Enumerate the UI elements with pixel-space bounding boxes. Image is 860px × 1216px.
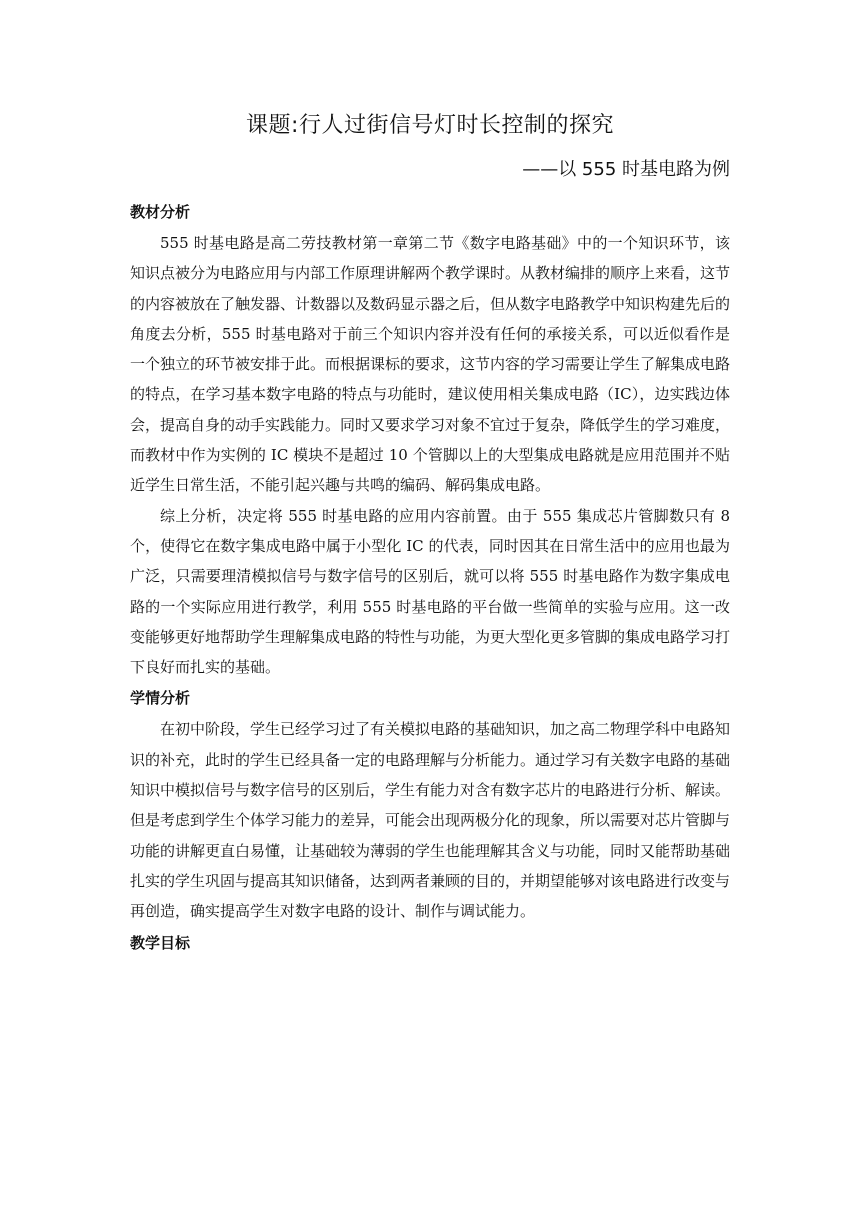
- section-heading: 教材分析: [130, 203, 191, 221]
- section-student-analysis: [130, 682, 730, 926]
- page-title: 课题:行人过街信号灯时长控制的探究: [246, 113, 614, 138]
- section-heading: 学情分析: [130, 689, 191, 708]
- section-textbook-analysis: [130, 196, 730, 682]
- section-heading: 教学目标: [130, 933, 191, 952]
- paragraph: 555 时基电路是高二劳技教材第一章第二节《数字电路基础》中的一个知识环节，该知识点被分为电路应用与内部工作原理讲解两个教学课时。从教材编排的顺序上来看，这节的内容被放在了触发器、计数器以及数码显示器之后，但从数字电路教学中知识构建先后的角度去分析，555 时基电路对于前三个知识内容并没有任何的承接关系，可以近似看作是一个独立的环节被安排于此。而根据课标的要求，这节内容的学习需要让学生了解集成电路的特点，在学习基本数字电路的特点与功能时，建议使用相关集成电路（IC），边实践边体会，提高自身的动手实践能力。同时又要求学习对象不宜过于复杂，降低学生的学习难度，而教材中作为实例的 IC 模块不是超过 10 个管脚以上的大型集成电路就是应用范围并不贴近学生日常生活，不能引起兴趣与共鸣的编码、解码集成电路。: [130, 234, 731, 495]
- paragraph: 在初中阶段，学生已经学习过了有关模拟电路的基础知识，加之高二物理学科中电路知识的补充，此时的学生已经具备一定的电路理解与分析能力。通过学习有关数字电路的基础知识中模拟信号与数字信号的区别后，学生有能力对含有数字芯片的电路进行分析、解读。但是考虑到学生个体学习能力的差异，可能会出现两极分化的现象，所以需要对芯片管脚与功能的讲解更直白易懂，让基础较为薄弱的学生也能理解其含义与功能，同时又能帮助基础扎实的学生巩固与提高其知识储备，达到两者兼顾的目的，并期望能够对该电路进行改变与再创造，确实提高学生对数字电路的设计、制作与调试能力。: [130, 720, 731, 921]
- page-subtitle: ——以 555 时基电路为例: [522, 159, 730, 180]
- section-teaching-goals: [130, 927, 730, 959]
- paragraph: 综上分析，决定将 555 时基电路的应用内容前置。由于 555 集成芯片管脚数只有 8 个，使得它在数字集成电路中属于小型化 IC 的代表，同时因其在日常生活中的应用也最为广泛，只需要理清模拟信号与数字信号的区别后，就可以将 555 时基电路作为数字集成电路的一个实际应用进行教学，利用 555 时基电路的平台做一些简单的实验与应用。这一改变能够更好地帮助学生理解集成电路的特性与功能，为更大型化更多管脚的集成电路学习打下良好而扎实的基础。: [130, 506, 731, 677]
- document-body: [130, 196, 730, 959]
